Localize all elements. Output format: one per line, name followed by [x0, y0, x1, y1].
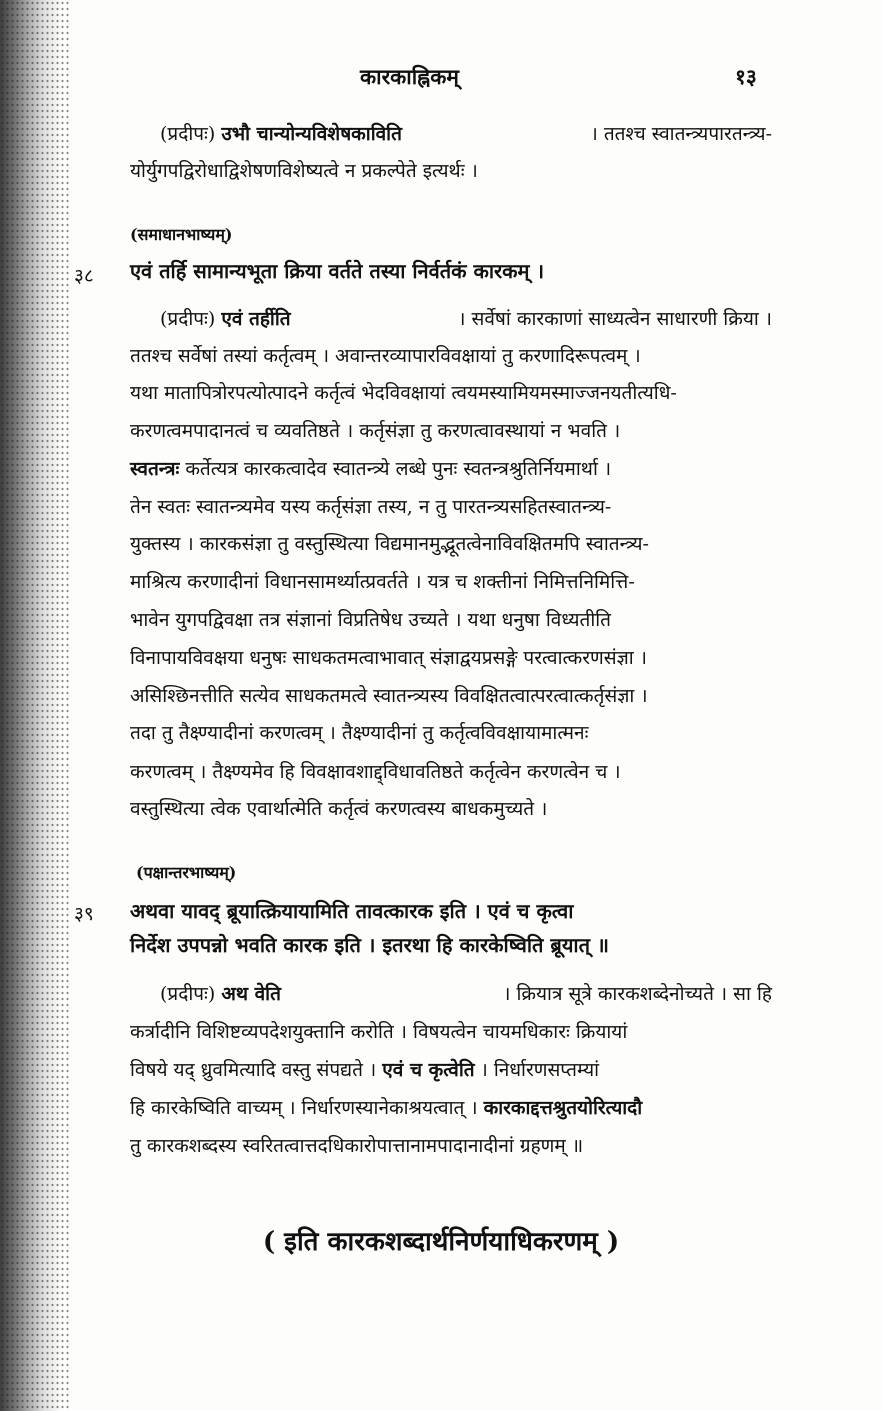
scan-edge-noise	[0, 0, 70, 1411]
pradipa-line: तेन स्वतः स्वातन्त्र्यमेव यस्य कर्तृसंज्ञा तस्य, न तु पारतन्त्र्यसहितस्वातन्त्र्य-	[130, 496, 612, 518]
pradipa-label: (प्रदीपः)	[160, 308, 216, 330]
bhashya-number-38: ३८	[74, 265, 94, 287]
pradipa-line-1	[160, 306, 772, 332]
section1-line1	[160, 121, 772, 147]
page-number: १३	[735, 64, 757, 89]
pradipa-line: भावेन युगपद्विवक्षा तत्र संज्ञानां विप्रतिषेध उच्यते । यथा धनुषा विध्यतीति	[130, 609, 612, 631]
pradipa-label: (प्रदीपः)	[160, 983, 216, 1005]
pratika-bold: कारकाद्दत्तश्रुतयोरित्यादौ	[483, 1097, 643, 1119]
pradipa-line	[130, 456, 611, 482]
pradipa3-line4-a: हि कारकेष्विति वाच्यम् । निर्धारणस्यानेकाश्रयत्वात् ।	[130, 1097, 478, 1119]
pradipa-line: असिश्छिनत्तीति सत्येव साधकतमत्वे स्वातन्त्र्यस्य विवक्षितत्वात्परत्वात्कर्तृसंज्ञा ।	[130, 685, 648, 707]
pratika-bold: एवं च कृत्वेति	[382, 1059, 475, 1081]
pradipa-line: विनापायविवक्षया धनुषः साधकतमत्वाभावात् संज्ञाद्वयप्रसङ्गे परत्वात्करणसंज्ञा ।	[130, 647, 647, 669]
pradipa3-line5: तु कारकशब्दस्य स्वरितत्वात्तदधिकारोपात्तानामपादानादीनां ग्रहणम् ॥	[130, 1135, 584, 1157]
running-header-title: कारकाह्निकम्	[360, 64, 459, 89]
pradipa-line: माश्रित्य करणादीनां विधानसामर्थ्यात्प्रवर्तते । यत्र च शक्तीनां निमित्तनिमित्ति-	[130, 571, 635, 593]
pradipa-line: ततश्च सर्वेषां तस्यां कर्तृत्वम् । अवान्तरव्यापारविवक्षायां तु करणादिरूपत्वम् ।	[130, 345, 641, 367]
pradipa-line-1-rest: । सर्वेषां कारकाणां साध्यत्वेन साधारणी क्रिया ।	[458, 308, 772, 330]
section1-line1-rest: । ततश्च स्वातन्त्र्यपारतन्त्र्य-	[590, 123, 772, 145]
pratika-bold: एवं तर्हीति	[221, 308, 291, 330]
pradipa3-line3-a: विषये यद् ध्रुवमित्यादि वस्तु संपद्यते ।	[130, 1059, 377, 1081]
pradipa-line-rest: कर्तेत्यत्र कारकत्वादेव स्वातन्त्र्ये लब्धे पुनः स्वतन्त्रश्रुतिर्नियमार्था ।	[185, 458, 612, 480]
pradipa-line: यथा मातापित्रोरपत्योत्पादने कर्तृत्वं भेदविवक्षायां त्वयमस्यामियमस्माज्जनयतीत्यधि-	[130, 382, 677, 404]
pradipa3-line2: कर्त्रादीनि विशिष्टव्यपदेशयुक्तानि करोति । विषयत्वेन चायमधिकारः क्रियायां	[130, 1021, 628, 1043]
pradipa-label: (प्रदीपः)	[160, 123, 216, 145]
adhikarana-closing-title: ( इति कारकशब्दार्थनिर्णयाधिकरणम् )	[262, 1227, 620, 1257]
pradipa-line: तदा तु तैक्ष्ण्यादीनां करणत्वम् । तैक्ष्ण्यादीनां तु कर्तृत्वविवक्षायामात्मनः	[130, 722, 589, 744]
pradipa-line: वस्तुस्थित्या त्वेक एवार्थात्मेति कर्तृत्वं करणत्वस्य बाधकमुच्यते ।	[130, 798, 548, 820]
pradipa3-line3-b: । निर्धारणसप्तम्यां	[480, 1059, 600, 1081]
section-heading-pakshantara: (पक्षान्तरभाष्यम्)	[136, 863, 237, 882]
section1-line2: योर्युगपद्विरोधाद्विशेषणविशेष्यत्वे न प्रकल्पेते इत्यर्थः ।	[130, 160, 478, 182]
pradipa-line: करणत्वमपादानत्वं च व्यवतिष्ठते । कर्तृसंज्ञा तु करणत्वावस्थायां न भवति ।	[130, 420, 621, 442]
bhashya-sutra-39-line2: निर्देश उपपन्नो भवति कारक इति । इतरथा हि कारकेष्विति ब्रूयात् ॥	[130, 933, 609, 957]
pradipa-line: करणत्वम् । तैक्ष्ण्यमेव हि विवक्षावशाद्द्विधावतिष्ठते कर्तृत्वेन करणत्वेन च ।	[130, 761, 621, 783]
pradipa3-line1-rest: । क्रियात्र सूत्रे कारकशब्देनोच्यते । सा हि	[503, 983, 772, 1005]
pradipa3-line3	[130, 1057, 599, 1083]
bhashya-number-39: ३९	[74, 903, 94, 925]
pradipa3-line1	[160, 981, 772, 1007]
pratika-bold: स्वतन्त्रः	[130, 458, 180, 480]
pratika-bold: अथ वेति	[221, 983, 281, 1005]
pradipa3-line4	[130, 1095, 642, 1121]
section-heading-samadhana: (समाधानभाष्यम्)	[130, 225, 233, 244]
pratika-bold: उभौ चान्योन्यविशेषकाविति	[221, 123, 402, 145]
pradipa-line: युक्तस्य । कारकसंज्ञा तु वस्तुस्थित्या विद्यमानमुद्भूतत्वेनाविवक्षितमपि स्वातन्त्र्य-	[130, 533, 649, 555]
bhashya-sutra-39-line1: अथवा यावद् ब्रूयात्क्रियायामिति तावत्कारक इति । एवं च कृत्वा	[130, 899, 574, 923]
bhashya-sutra-38: एवं तर्हि सामान्यभूता क्रिया वर्तते तस्या निर्वर्तकं कारकम् ।	[130, 259, 545, 283]
